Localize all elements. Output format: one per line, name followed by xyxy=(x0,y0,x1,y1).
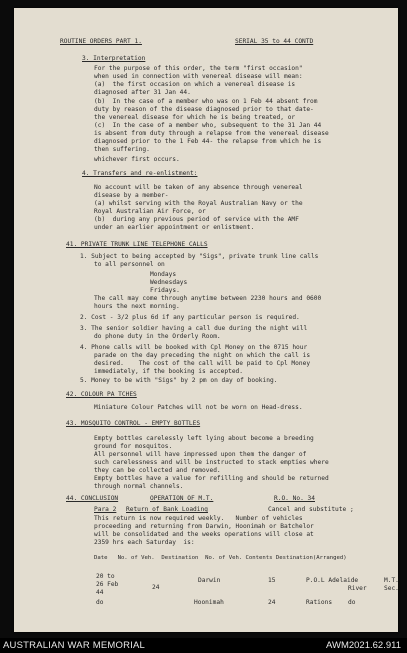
text-line: Miniature Colour Patches will not be worn on Head-dress. xyxy=(94,404,303,411)
text-line: duty by reason of the disease diagnosed prior to that date- xyxy=(94,106,314,113)
para-note: Cancel and substitute ; xyxy=(268,506,354,513)
text-line: desired. The cost of the call will be paid to Cpl Money xyxy=(94,360,311,367)
text-line: hours the next morning. xyxy=(94,303,180,310)
table-cell-arranged: Sec. xyxy=(384,585,399,592)
text-line: diagnosed prior to the 1 Feb 44- the relapse from which he is xyxy=(94,138,322,145)
text-line: will be consolidated and the weeks operations will close at xyxy=(94,531,314,538)
para-title: Return of Bank Loading xyxy=(126,506,208,513)
footer-accession-number: AWM2021.62.911 xyxy=(326,640,401,651)
table-cell-contents: P.O.L Adelaide xyxy=(306,577,359,584)
table-cell-contents: Rations xyxy=(306,599,333,606)
text-line: ground for mosquitos. xyxy=(94,443,173,450)
table-cell-count: 24 xyxy=(152,584,160,591)
table-cell-date: 26 Feb xyxy=(96,581,119,588)
section-44-subject: OPERATION OF M.T. xyxy=(150,495,214,502)
text-line: disease by a member- xyxy=(94,192,169,199)
table-cell-date: 44 xyxy=(96,589,104,596)
header-left: ROUTINE ORDERS PART 1. xyxy=(60,38,142,45)
table-cell-arranged: River xyxy=(348,585,367,592)
text-line: immediately, if the booking is accepted. xyxy=(94,368,244,375)
text-line: 5. Money to be with "Sigs" by 2 pm on day of booking. xyxy=(80,377,278,384)
text-line: is absent from duty through a relapse from the venereal disease xyxy=(94,130,329,137)
table-cell-date: 20 to xyxy=(96,573,115,580)
text-line: they can be collected and removed. xyxy=(94,467,221,474)
text-line: (b) during any previous period of service with the AMF xyxy=(94,216,299,223)
text-line: 3. The senior soldier having a call due during the night will xyxy=(80,325,308,332)
section-44-reference: R.O. No. 34 xyxy=(274,495,315,502)
table-cell-count: 24 xyxy=(268,599,276,606)
text-line: through normal channels. xyxy=(94,483,184,490)
text-line: The call may come through anytime between 2230 hours and 0600 xyxy=(94,295,322,302)
header-right: SERIAL 35 to 44 CONTD xyxy=(235,38,314,45)
text-line: do phone duty in the Orderly Room. xyxy=(94,333,221,340)
text-line: diagnosed after 31 Jan 44. xyxy=(94,89,191,96)
text-line: All personnel will have impressed upon them the danger of xyxy=(94,451,307,458)
document-page xyxy=(14,8,398,632)
text-line: Empty bottles carelessly left lying about become a breeding xyxy=(94,435,314,442)
text-line: proceeding and returning from Darwin, Hoonimah or Batchelor xyxy=(94,523,314,530)
text-line: No account will be taken of any absence through venereal xyxy=(94,184,303,191)
text-line: then suffering. xyxy=(94,146,150,153)
archive-footer xyxy=(0,638,407,653)
section-42-heading: 42. COLOUR PA TCHES xyxy=(66,391,137,398)
text-line: 1. Subject to being accepted by "Sigs", private trunk line calls xyxy=(80,253,319,260)
text-line: such carelessness and will be instructed to stack empties where xyxy=(94,459,329,466)
table-cell-date: do xyxy=(96,599,104,606)
text-line: Wednesdays xyxy=(150,279,188,286)
section-44-heading: 44. CONCLUSION xyxy=(66,495,119,502)
text-line: This return is now required weekly. Number of vehicles xyxy=(94,515,303,522)
text-line: parade on the day preceding the night on which the call is xyxy=(94,352,311,359)
text-line: 2. Cost - 3/2 plus 6d if any particular person is required. xyxy=(80,314,300,321)
text-line: Mondays xyxy=(150,271,177,278)
text-line: (c) In the case of a member who, subsequent to the 31 Jan 44 xyxy=(94,122,322,129)
text-line: whichever first occurs. xyxy=(94,156,180,163)
text-line: the venereal disease for which he is being treated, or xyxy=(94,114,296,121)
text-line: under an earlier appointment or enlistment. xyxy=(94,224,255,231)
text-line: to all personnel on xyxy=(94,261,165,268)
text-line: For the purpose of this order, the term "first occasion" xyxy=(94,65,303,72)
text-line: Royal Australian Air Force, or xyxy=(94,208,206,215)
table-cell-count: 15 xyxy=(268,577,276,584)
section-4-heading: 4. Transfers and re-enlistment: xyxy=(82,170,198,177)
section-3-heading: 3. Interpretation xyxy=(82,55,146,62)
text-line: Empty bottles have a value for refilling and should be returned xyxy=(94,475,329,482)
text-line: 4. Phone calls will be booked with Cpl Money on the 0715 hour xyxy=(80,344,308,351)
text-line: (a) the first occasion on which a venereal disease is xyxy=(94,81,296,88)
section-41-heading: 41. PRIVATE TRUNK LINE TELEPHONE CALLS xyxy=(66,241,208,248)
table-cell-arranged: do xyxy=(348,599,356,606)
text-line: Fridays. xyxy=(150,287,180,294)
table-cell-destination: Hoonimah xyxy=(194,599,224,606)
table-header: Date No. of Veh. Destination No. of Veh. Contents Destination(Arranged) xyxy=(94,555,347,561)
text-line: 2359 hrs each Saturday is: xyxy=(94,539,195,546)
para-label: Para 2 xyxy=(94,506,117,513)
text-line: (b) In the case of a member who was on 1 Feb 44 absent from xyxy=(94,98,318,105)
document-text xyxy=(14,8,398,632)
footer-institution: AUSTRALIAN WAR MEMORIAL xyxy=(3,640,146,651)
text-line: (a) whilst serving with the Royal Australian Navy or the xyxy=(94,200,303,207)
table-cell-arranged: M.T. xyxy=(384,577,399,584)
section-43-heading: 43. MOSQUITO CONTROL - EMPTY BOTTLES xyxy=(66,420,201,427)
text-line: when used in connection with venereal disease will mean: xyxy=(94,73,303,80)
table-cell-destination: Darwin xyxy=(198,577,221,584)
